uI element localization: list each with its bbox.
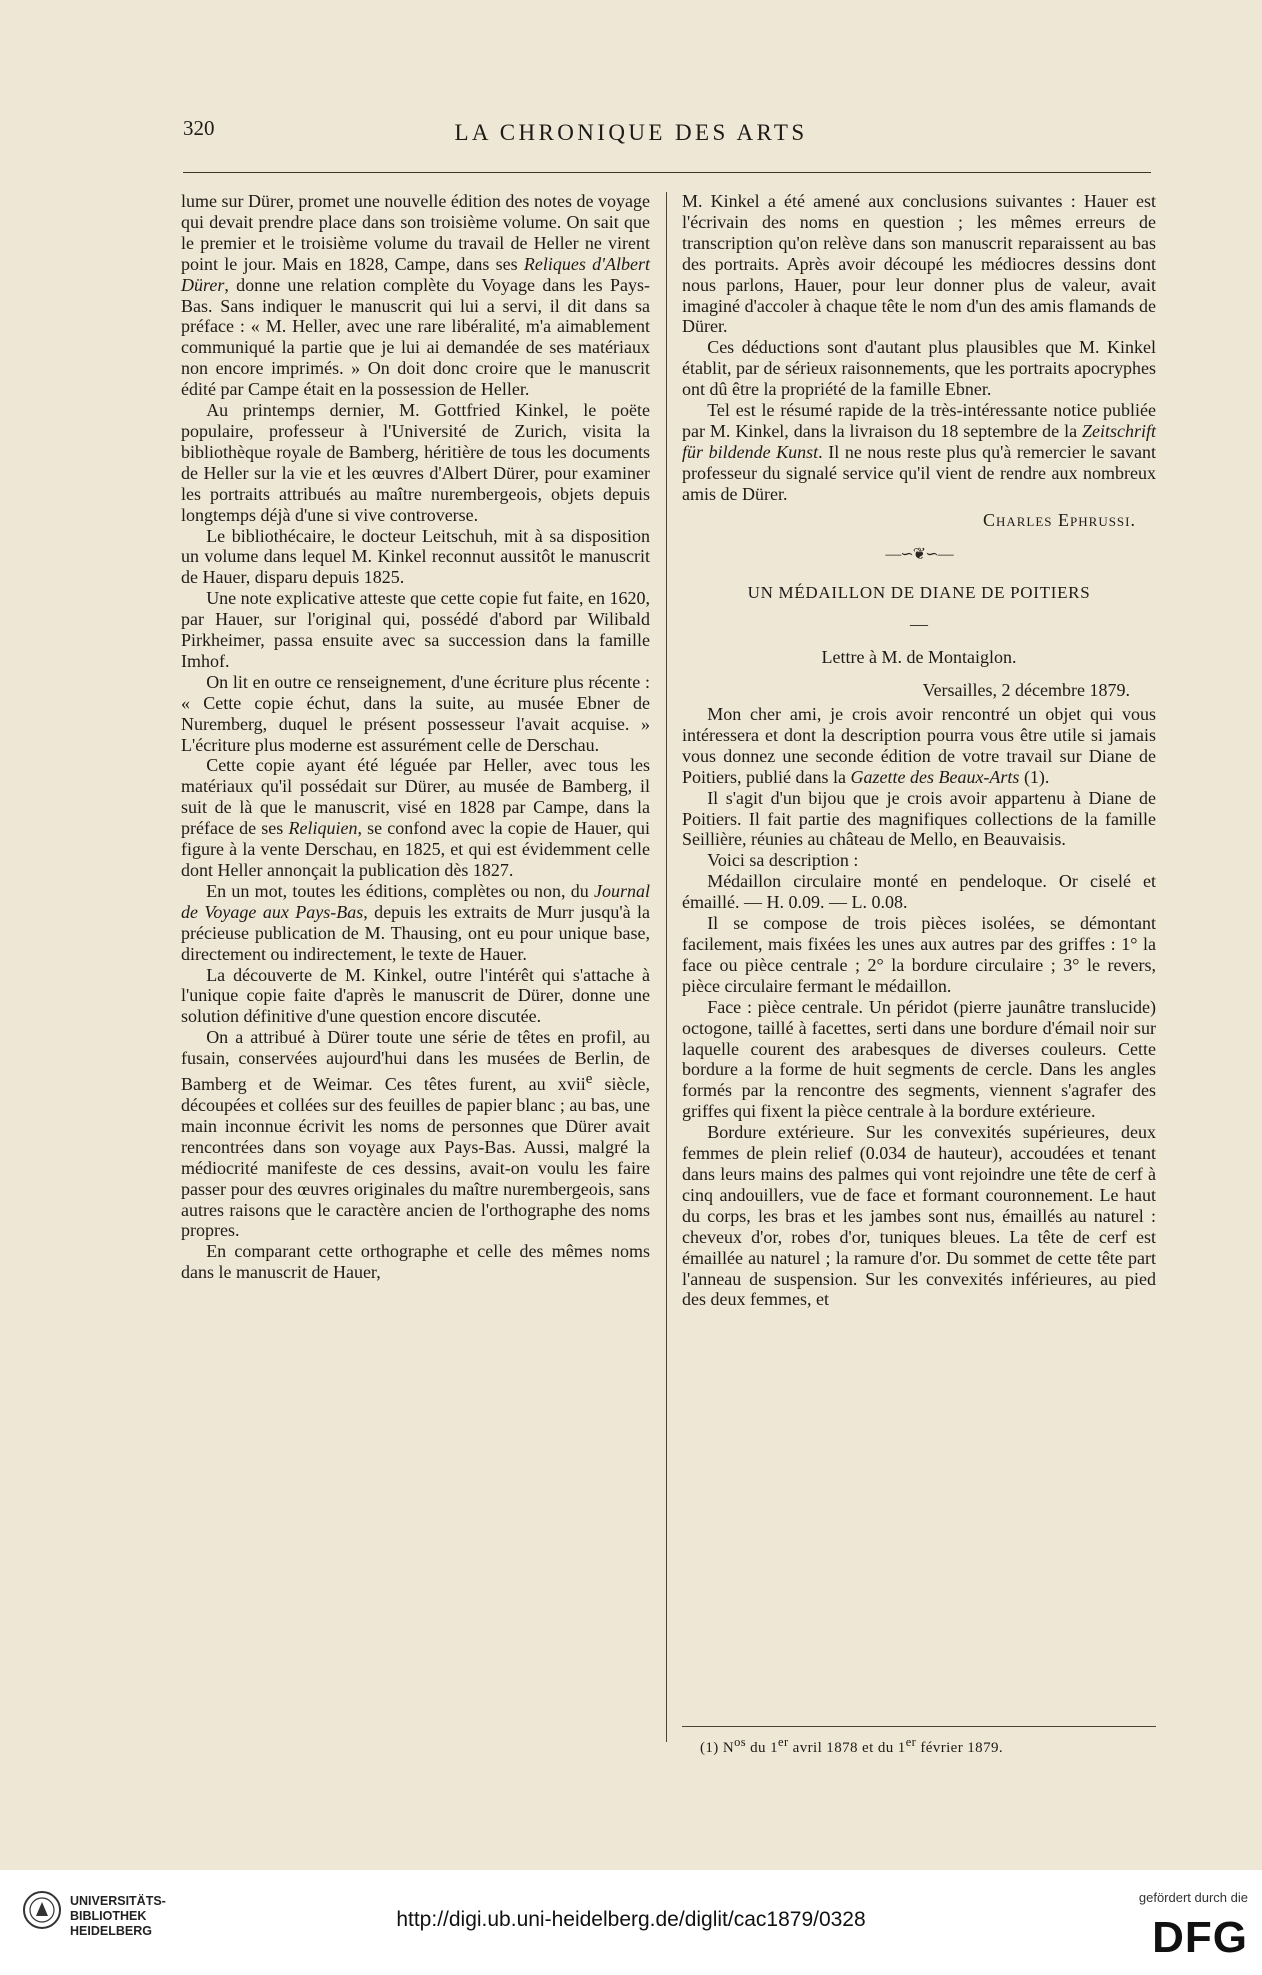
institution-line: BIBLIOTHEK: [70, 1909, 147, 1923]
page-number: 320: [183, 116, 215, 140]
source-url-link[interactable]: http://digi.ub.uni-heidelberg.de/diglit/cac1879/0328: [396, 1908, 866, 1931]
running-title: LA CHRONIQUE DES ARTS: [454, 120, 808, 145]
paragraph: Bordure extérieure. Sur les convexités supérieures, deux femmes de plein relief (0.034 de hauteur), accoudées et tenant dans leurs mains des palmes qui vont rejoindre une tête de cerf à cinq andouillers, vue de face et formant couronnement. Le haut du corps, les bras et les jambes sont nus, émaillés au naturel : cheveux d'or, robes d'or, tuniques bleues. La tête de cerf est émaillée au naturel ; la ramure d'or. Du sommet de cette tête part l'anneau de suspension. Sur les convexités inférieures, au pied des deux femmes, et: [682, 1122, 1156, 1310]
paragraph: On lit en outre ce renseignement, d'une écriture plus récente : « Cette copie échut, dans la suite, au musée Ebner de Nuremberg, duquel le présent possesseur l'avait acquise. » L'écriture plus moderne est assurément celle de Derschau.: [181, 671, 650, 755]
article-dateline: Versailles, 2 décembre 1879.: [922, 680, 1130, 701]
paragraph: Au printemps dernier, M. Gottfried Kinkel, le poëte populaire, professeur à l'Université de Zurich, visita la bibliothèque royale de Bamberg, héritière de tous les documents de Heller sur la vie et les œuvres d'Albert Dürer, pour examiner les portraits attribués au maître nurembergeois, objets depuis longtemps déjà d'une si vive controverse.: [181, 400, 650, 525]
footnote-rule: [682, 1726, 1156, 1727]
paragraph: Il se compose de trois pièces isolées, se démontant facilement, mais fixées les unes aux autres par des griffes : 1° la face ou pièce centrale ; 2° la bordure circulaire ; 3° le revers, pièce circulaire fermant le médaillon.: [682, 913, 1156, 996]
right-column: [682, 191, 1156, 1310]
section-separator: —∽❦∽—: [885, 545, 953, 563]
article-title: UN MÉDAILLON DE DIANE DE POITIERS: [747, 583, 1091, 603]
author-signature: Charles Ephrussi.: [982, 509, 1136, 530]
paragraph: Face : pièce centrale. Un péridot (pierre jaunâtre translucide) octogone, taillé à facettes, serti dans une bordure d'émail noir sur laquelle courent des arabesques de diverses couleurs. Cette bordure a la forme de huit segments de cercle. Dans les angles formés par la rencontre des segments, viennent s'agrafer des griffes qui fixent la pièce centrale à la bordure extérieure.: [682, 996, 1156, 1122]
footnote: (1) $N^{os}$ du 1er avril 1878 et du 1er février 1879.: [700, 1735, 1004, 1756]
paragraph: Il s'agit d'un bijou que je crois avoir appartenu à Diane de Poitiers. Il fait partie des magnifiques collections de la famille Seillière, réunies au château de Mello, en Beauvaisis.: [682, 787, 1156, 850]
paragraph: La découverte de M. Kinkel, outre l'intérêt qui s'attache à l'unique copie faite d'après le manuscrit de Dürer, donne une solution définitive d'une question encore discutée.: [181, 964, 650, 1027]
funding-credit: gefördert durch die: [1138, 1890, 1248, 1905]
paragraph: Mon cher ami, je crois avoir rencontré un objet qui vous intéressera et dont la description pourra vous être utile si jamais vous donnez une seconde édition de votre travail sur Diane de Poitiers, publié dans la Gazette des Beaux-Arts (1).: [682, 704, 1156, 787]
paragraph: En comparant cette orthographe et celle des mêmes noms dans le manuscrit de Hauer,: [181, 1241, 650, 1283]
institution-line: UNIVERSITÄTS-: [70, 1894, 166, 1908]
column-divider: [666, 192, 667, 1742]
header-rule: [183, 172, 1151, 173]
dfg-logo: DFG: [1152, 1913, 1248, 1962]
paragraph: En un mot, toutes les éditions, complètes ou non, du Journal de Voyage aux Pays-Bas, depuis les extraits de Murr jusqu'à la précieuse publication de M. Thausing, ont eu pour unique base, directement ou indirectement, le texte de Hauer.: [181, 880, 650, 964]
paragraph: lume sur Dürer, promet une nouvelle édition des notes de voyage qui devait prendre place dans son troisième volume. On sait que le premier et le troisième volume du travail de Heller ne virent point le jour. Mais en 1828, Campe, dans ses Reliques d'Albert Dürer, donne une relation complète du Voyage dans les Pays-Bas. Sans indiquer le manuscrit qui lui a servi, il dit dans sa préface : « M. Heller, avec une rare libéralité, m'a aimablement communiqué la partie que je lui ai demandée de ses matériaux non encore imprimés. » On doit donc croire que le manuscrit édité par Campe était en la possession de Heller.: [181, 191, 650, 400]
right-column-article-body: [682, 704, 1156, 1310]
paragraph: Ces déductions sont d'autant plus plausibles que M. Kinkel établit, par de sérieux raisonnements, que les portraits apocryphes ont dû être la propriété de la famille Ebner.: [682, 337, 1156, 400]
paragraph: Tel est le résumé rapide de la très-intéressante notice publiée par M. Kinkel, dans la livraison du 18 septembre de la Zeitschrift für bildende Kunst. Il ne nous reste plus qu'à remercier le savant professeur du signalé service qu'il vient de rendre aux nombreux amis de Dürer.: [682, 400, 1157, 504]
article-subtitle: Lettre à M. de Montaiglon.: [821, 647, 1017, 668]
paragraph: Le bibliothécaire, le docteur Leitschuh, mit à sa disposition un volume dans lequel M. Kinkel reconnut aussitôt le manuscrit de Hauer, disparu depuis 1825.: [181, 525, 650, 588]
paragraph: M. Kinkel a été amené aux conclusions suivantes : Hauer est l'écrivain des noms en question ; les mêmes erreurs de transcription qu'on relève dans son manuscrit reparaissent au bas des portraits. Après avoir découpé les médiocres dessins dont nous parlons, Hauer, pour leur donner plus de valeur, avait imaginé d'accoler à chaque tête le nom d'un des amis flamands de Dürer.: [682, 191, 1156, 337]
paragraph: On a attribué à Dürer toute une série de têtes en profil, au fusain, conservées aujourd'hui dans les musées de Berlin, de Bamberg et de Weimar. Ces têtes furent, au xvii$^e$ siècle, découpées et collées sur des feuilles de papier blanc ; au bas, une main inconnue écrivit les noms de personnes que Dürer avait rencontrées dans son voyage aux Pays-Bas. Aussi, malgré la médiocrité manifeste de ces dessins, avait-on voulu les faire passer pour des œuvres originales du maître nurembergeois, sans autres raisons que le caractère ancien de l'orthographe des noms propres.: [181, 1027, 650, 1241]
paragraph: Cette copie ayant été léguée par Heller, avec tous les matériaux qu'il possédait sur Dürer, au musée de Bamberg, il suit de là que le manuscrit, visé en 1828 par Campe, dans la préface de ses Reliquien, se confond avec la copie de Hauer, qui figure à la vente Derschau, en 1825, et qui est évidemment celle dont Heller annonçait la publication dès 1827.: [181, 755, 651, 880]
paragraph: Voici sa description :: [707, 850, 859, 871]
footer-bar: [0, 1870, 1262, 1975]
right-column-article-end: [682, 191, 1156, 505]
institution-line: HEIDELBERG: [70, 1924, 152, 1938]
paragraph: Une note explicative atteste que cette copie fut faite, en 1620, par Hauer, sur l'original qui, possédé d'abord par Wilibald Pirkheimer, passa ensuite avec sa succession dans la famille Imhof.: [181, 588, 650, 671]
title-dash: —: [910, 614, 928, 635]
left-column: [181, 191, 650, 1283]
paragraph: Médaillon circulaire monté en pendeloque. Or ciselé et émaillé. — H. 0.09. — L. 0.08.: [682, 871, 1156, 913]
